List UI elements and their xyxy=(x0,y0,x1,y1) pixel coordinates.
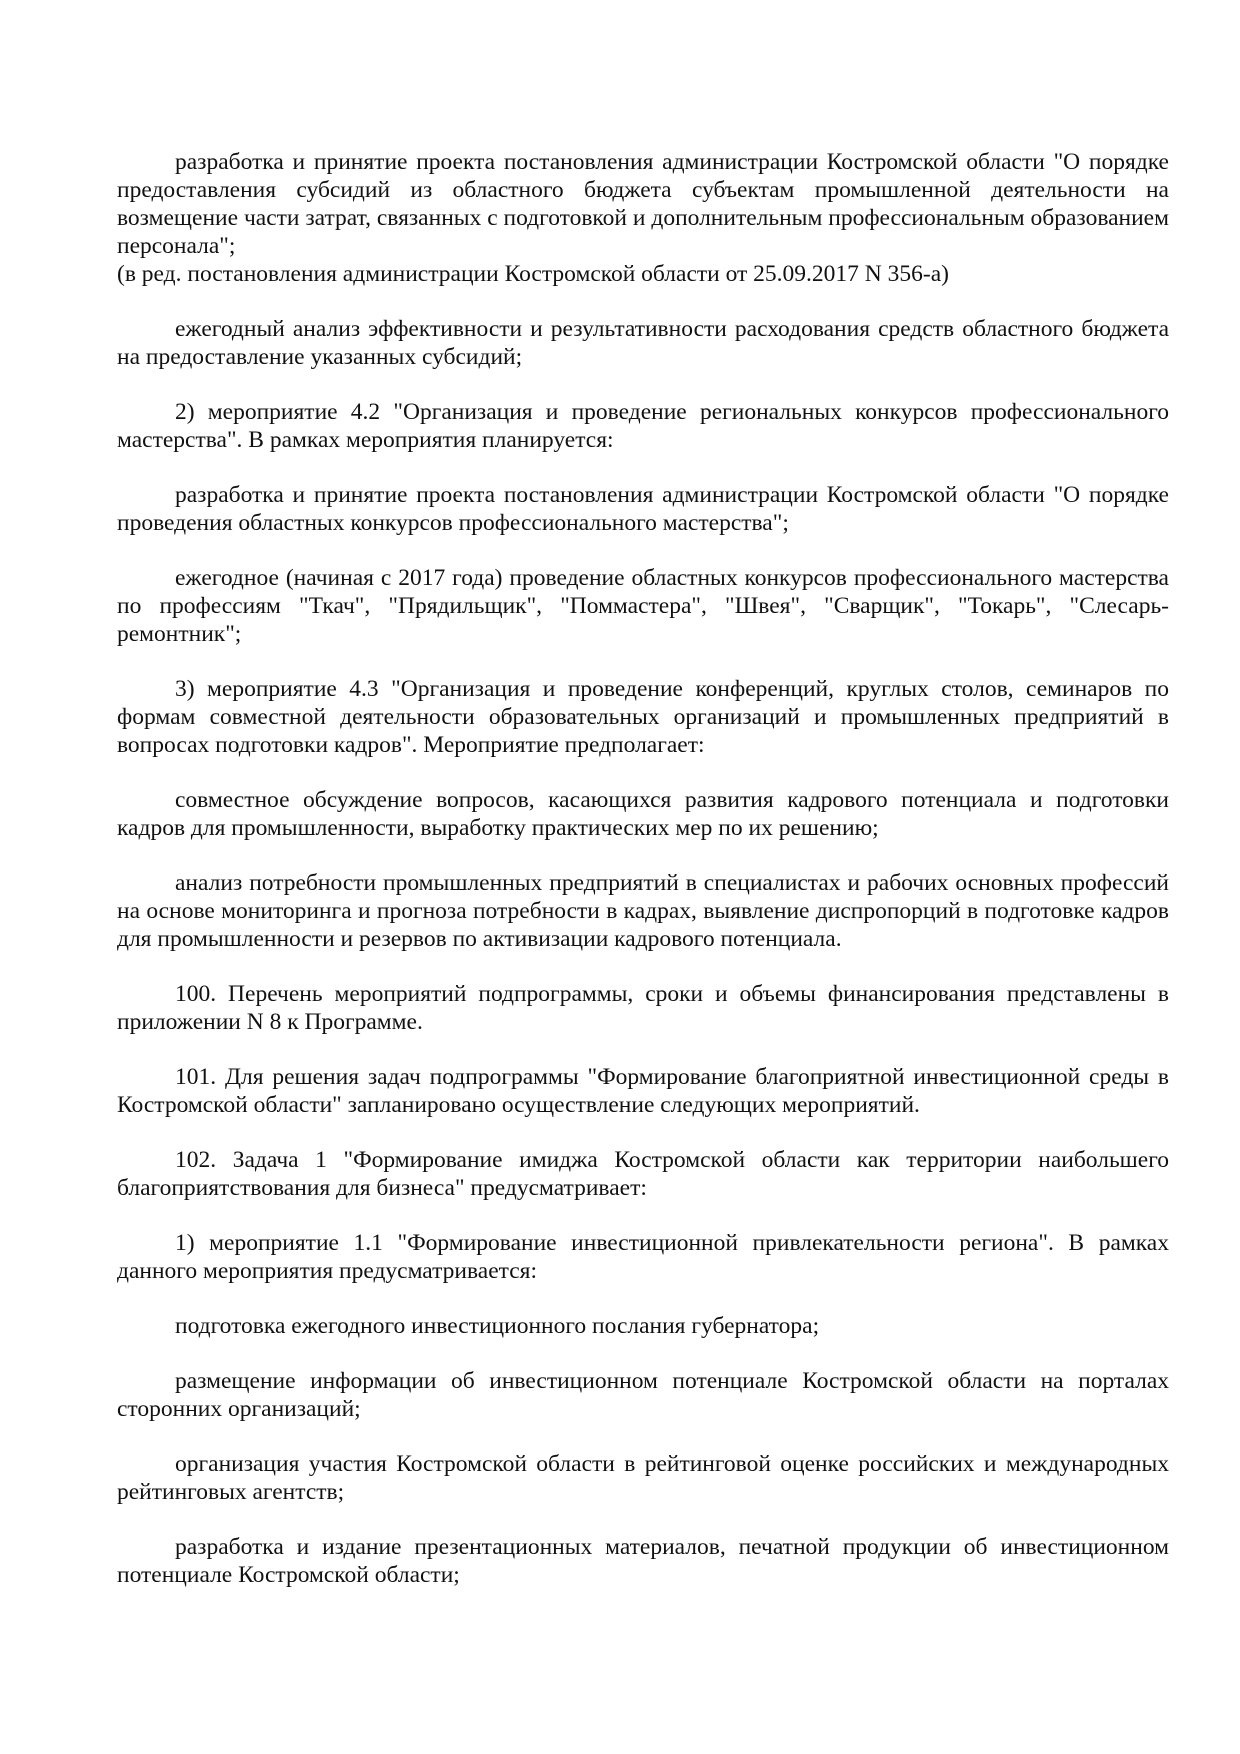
paragraph: 2) мероприятие 4.2 "Организация и проведение региональных конкурсов профессионального мастерства". В рамках мероприятия планируется: xyxy=(117,399,1169,453)
paragraph: ежегодный анализ эффективности и результативности расходования средств областного бюджета на предоставление указанных субсидий; xyxy=(117,316,1169,370)
paragraph: 101. Для решения задач подпрограммы "Формирование благоприятной инвестиционной среды в Костромской области" запланировано осуществление следующих мероприятий. xyxy=(117,1064,1169,1118)
paragraph: 100. Перечень мероприятий подпрограммы, сроки и объемы финансирования представлены в приложении N 8 к Программе. xyxy=(117,981,1169,1035)
paragraph: 1) мероприятие 1.1 "Формирование инвестиционной привлекательности региона". В рамках данного мероприятия предусматривается: xyxy=(117,1230,1169,1284)
amendment-note: (в ред. постановления администрации Костромской области от 25.09.2017 N 356-а) xyxy=(117,261,949,287)
document-body xyxy=(117,148,1169,1616)
paragraph: совместное обсуждение вопросов, касающихся развития кадрового потенциала и подготовки кадров для промышленности, выработку практических мер по их решению; xyxy=(117,787,1169,841)
paragraph: организация участия Костромской области в рейтинговой оценке российских и международных рейтинговых агентств; xyxy=(117,1451,1169,1505)
paragraph: 102. Задача 1 "Формирование имиджа Костромской области как территории наибольшего благоприятствования для бизнеса" предусматривает: xyxy=(117,1147,1169,1201)
paragraph: размещение информации об инвестиционном потенциале Костромской области на порталах сторонних организаций; xyxy=(117,1368,1169,1422)
paragraph: подготовка ежегодного инвестиционного послания губернатора; xyxy=(175,1313,820,1339)
paragraph: разработка и принятие проекта постановления администрации Костромской области "О порядке предоставления субсидий из областного бюджета субъектам промышленной деятельности на возмещение части затрат, связанных с подготовкой и дополнительным профессиональным образованием персонала"; xyxy=(117,149,1169,259)
paragraph: 3) мероприятие 4.3 "Организация и проведение конференций, круглых столов, семинаров по формам совместной деятельности образовательных организаций и промышленных предприятий в вопросах подготовки кадров". Мероприятие предполагает: xyxy=(117,676,1169,758)
paragraph: анализ потребности промышленных предприятий в специалистах и рабочих основных профессий на основе мониторинга и прогноза потребности в кадрах, выявление диспропорций в подготовке кадров для промышленности и резервов по активизации кадрового потенциала. xyxy=(117,870,1169,952)
paragraph: разработка и издание презентационных материалов, печатной продукции об инвестиционном потенциале Костромской области; xyxy=(117,1534,1169,1588)
paragraph: разработка и принятие проекта постановления администрации Костромской области "О порядке проведения областных конкурсов профессионального мастерства"; xyxy=(117,482,1169,536)
paragraph: ежегодное (начиная с 2017 года) проведение областных конкурсов профессионального мастерства по профессиям "Ткач", "Прядильщик", "Поммастера", "Швея", "Сварщик", "Токарь", "Слесарь-ремонтник"; xyxy=(117,565,1169,647)
